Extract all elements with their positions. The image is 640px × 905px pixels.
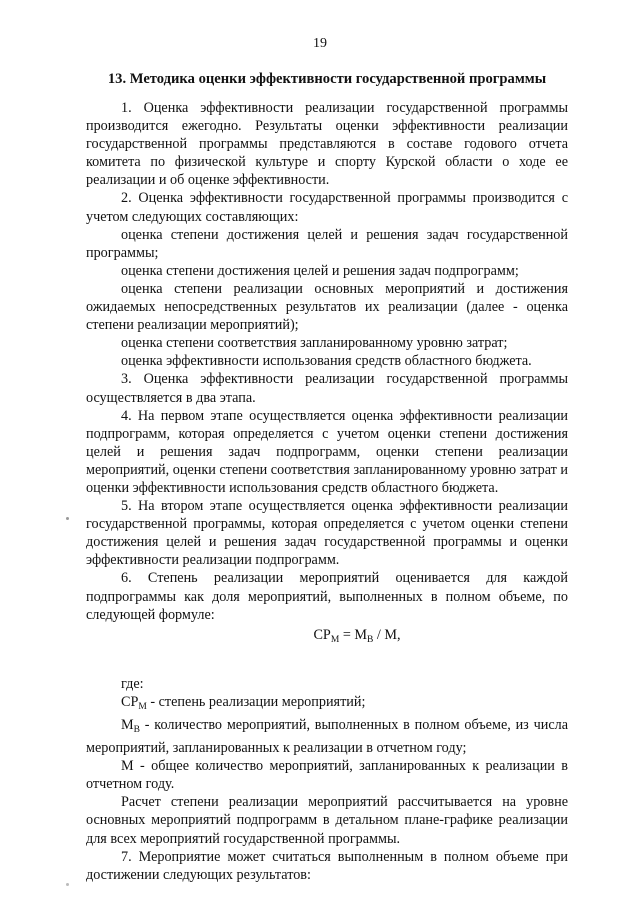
definition-symbol: М <box>121 758 134 775</box>
list-item: оценка степени достижения целей и решения задач подпрограмм; <box>121 262 519 279</box>
formula-rest: / М, <box>373 626 401 643</box>
paragraph: 1. Оценка эффективности реализации государственной программы производится ежегодно. Результаты оценки эффективности реализации государственной программы представляются в составе годового отчета комитета по физической культуре и спорту Курской области о ходе ее реализации и об оценке эффективности. <box>86 100 568 189</box>
formula-numerator: М <box>354 626 367 643</box>
list-item: оценка степени достижения целей и решения задач государственной программы; <box>86 226 568 261</box>
definition-text: - степень реализации мероприятий; <box>146 693 366 710</box>
formula-equals: = <box>339 626 355 643</box>
paragraph: 7. Мероприятие может считаться выполненным в полном объеме при достижении следующих результатов: <box>86 848 568 883</box>
paragraph: 4. На первом этапе осуществляется оценка эффективности реализации подпрограмм, которая определяется с учетом оценки степени достижения целей и решения задач подпрограмм, оценки степени реализации мероприятий, оценки степени соответствия запланированному уровню затрат и оценки эффективности использования средств областного бюджета. <box>86 407 568 496</box>
scan-dot <box>66 517 69 520</box>
paragraph: Расчет степени реализации мероприятий рассчитывается на уровне основных мероприятий подпрограмм в детальном плане-графике реализации для всех мероприятий государственной программы. <box>86 794 568 847</box>
formula-lhs: СР <box>313 626 331 643</box>
list-item: оценка степени реализации основных мероприятий и достижения ожидаемых непосредственных результатов их реализации (далее - оценка степени реализации мероприятий); <box>86 280 568 334</box>
definition-text: - количество мероприятий, выполненных в полном объеме, из числа мероприятий, запланированных к реализации в отчетном году; <box>86 717 568 757</box>
formula-lhs-sub: М <box>330 634 340 645</box>
section-body <box>86 99 568 884</box>
definition-symbol: М <box>121 717 134 733</box>
definition <box>86 716 568 757</box>
section-heading: 13. Методика оценки эффективности государственной программы <box>107 71 547 87</box>
definition <box>86 757 568 793</box>
paragraph: 6. Степень реализации мероприятий оценивается для каждой подпрограммы как доля мероприятий, выполненных в полном объеме, по следующей формуле: <box>86 570 568 623</box>
scan-dot <box>66 883 69 886</box>
definition-symbol-sub: М <box>138 701 147 712</box>
definition <box>86 693 568 716</box>
where-label: где: <box>121 675 144 692</box>
page-number: 19 <box>313 36 327 51</box>
list-item: оценка эффективности использования средств областного бюджета. <box>121 353 532 370</box>
paragraph: 3. Оценка эффективности реализации государственной программы осуществляется в два этапа. <box>86 371 568 406</box>
paragraph: 5. На втором этапе осуществляется оценка эффективности реализации государственной программы, которая определяется с учетом оценки степени достижения целей и решения задач государственной программы и оценки эффективности реализации подпрограмм. <box>86 498 568 569</box>
formula-numerator-sub: В <box>367 634 374 645</box>
paragraph: 2. Оценка эффективности государственной программы производится с учетом следующих составляющих: <box>86 190 568 225</box>
definition-symbol-sub: В <box>133 725 140 735</box>
formula <box>86 626 568 649</box>
definition-text: - общее количество мероприятий, запланированных к реализации в отчетном году. <box>86 758 568 793</box>
definition-symbol: СР <box>121 693 139 710</box>
list-item: оценка степени соответствия запланированному уровню затрат; <box>121 335 508 352</box>
